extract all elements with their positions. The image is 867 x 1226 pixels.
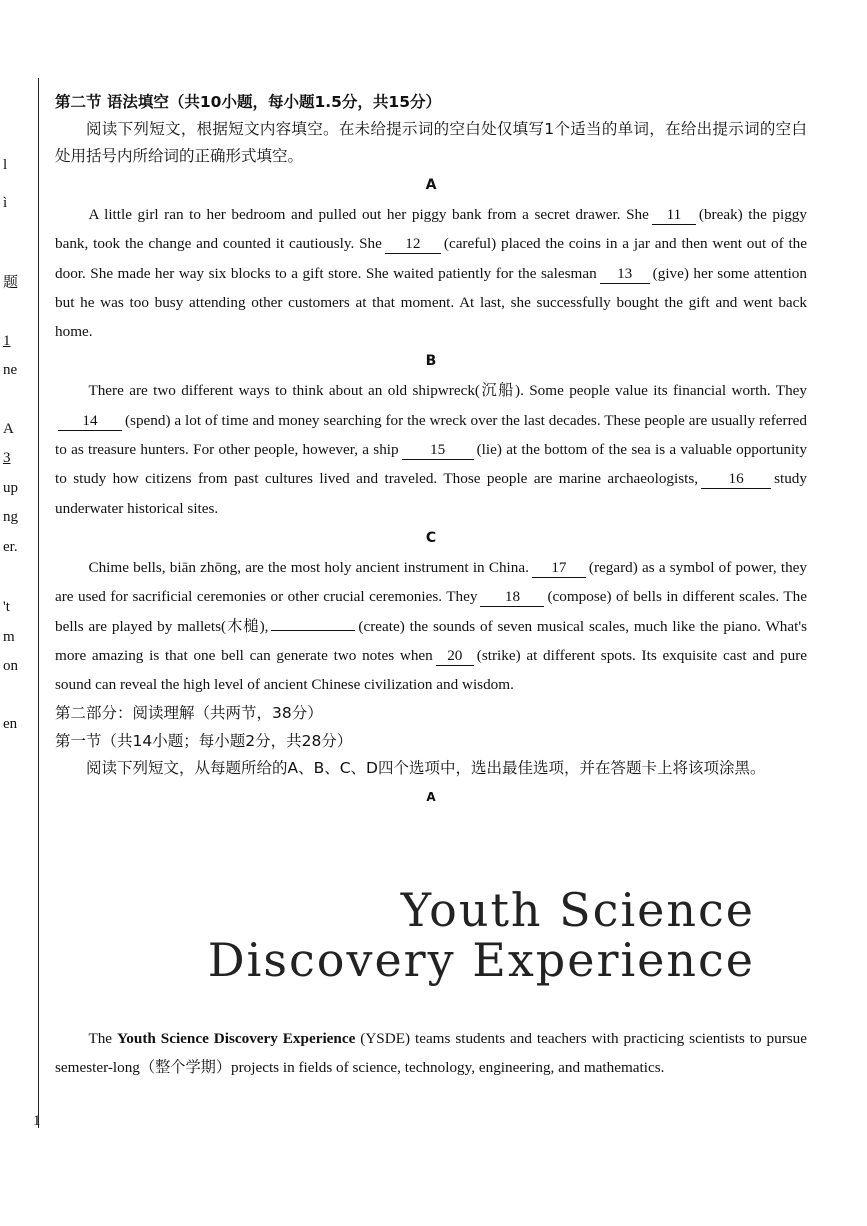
blank-20: 20	[436, 647, 474, 666]
intro-program-name: Youth Science Discovery Experience	[117, 1030, 356, 1047]
intro-text: The	[88, 1030, 113, 1047]
banner-line-2: Discovery Experience	[207, 933, 755, 987]
passage-text: (regard) as a symbol of power, they are used for sacrificial ceremonies or other crucial ceremonies. They	[55, 558, 808, 606]
ysde-intro	[55, 1024, 807, 1083]
page-number: 1	[33, 1113, 41, 1129]
blank-12: 12	[385, 235, 441, 254]
passage-c	[55, 553, 807, 699]
passage-text: There are two different ways to think about an old shipwreck(沉船). Some people value its financial worth. They	[88, 382, 807, 400]
blank-17: 17	[532, 559, 586, 578]
margin-fragment: 3	[3, 450, 11, 466]
part2-passage-label: A	[426, 790, 436, 805]
passage-text: (give) her some attention but he was too busy attending other customers at that moment. At last, she successfully bought the gift and went back home.	[55, 264, 807, 341]
blank-19	[271, 630, 355, 631]
blank-11: 11	[652, 206, 696, 225]
blank-18: 18	[480, 588, 544, 607]
ysde-banner	[150, 885, 790, 985]
passage-text: A little girl ran to her bedroom and pulled out her piggy bank from a secret drawer. She	[88, 206, 649, 223]
passage-a-label: A	[425, 177, 437, 193]
margin-fragment: ng	[3, 509, 18, 525]
passage-text: study underwater historical sites.	[55, 470, 807, 517]
margin-fragment: A	[3, 421, 14, 437]
blank-13: 13	[600, 265, 650, 284]
margin-fragment: up	[3, 480, 18, 496]
passage-a	[55, 200, 807, 346]
passage-b-label: B	[425, 353, 437, 370]
margin-fragment: er.	[3, 539, 18, 555]
blank-14: 14	[58, 412, 122, 431]
passage-text: (careful) placed the coins in a jar and then went out of the door. She made her way six blocks to a gift store. She waited patiently for the salesman	[55, 235, 807, 282]
blank-16: 16	[701, 470, 771, 489]
margin-fragment: 1	[3, 333, 11, 349]
margin-fragment: 't	[3, 599, 10, 615]
margin-fragment: m	[3, 629, 15, 645]
passage-text: (compose) of bells in different scales. The bells are played by mallets(木槌),	[55, 588, 807, 635]
passage-text: (lie) at the bottom of the sea is a valuable opportunity to study how citizens from past cultures lived and traveled. Those people are marine archaeologists,	[55, 441, 807, 488]
passage-b	[55, 376, 807, 522]
passage-text: (spend) a lot of time and money searching for the wreck over the last decades. These people are usually referred to as treasure hunters. For other people, however, a ship	[55, 411, 807, 459]
margin-fragment: l	[3, 157, 8, 173]
part2-heading: 第二部分：阅读理解（共两节，38分）	[55, 704, 323, 723]
passage-text: (break) the piggy bank, took the change and counted it cautiously. She	[55, 206, 807, 253]
margin-fragment: ì	[3, 195, 8, 211]
margin-line	[38, 78, 39, 1128]
banner-line-1: Youth Science	[400, 883, 755, 937]
exam-content	[55, 88, 807, 812]
section2-instruction: 阅读下列短文，根据短文内容填空。在未给提示词的空白处仅填写1个适当的单词，在给出提示词的空白处用括号内所给词的正确形式填空。	[55, 120, 807, 165]
intro-text: (YSDE) teams students and teachers with practicing scientists to pursue semester-long（整个学期）projects in fields of science, technology, engineering, and mathematics.	[55, 1030, 808, 1077]
part2-instruction: 阅读下列短文，从每题所给的A、B、C、D四个选项中，选出最佳选项，并在答题卡上将该项涂黑。	[86, 759, 766, 778]
section2-heading: 第二节 语法填空（共10小题，每小题1.5分，共15分）	[55, 93, 441, 111]
part2-subheading: 第一节（共14小题；每小题2分，共28分）	[55, 732, 353, 751]
margin-fragment: on	[3, 658, 18, 674]
margin-fragment: 题	[3, 275, 19, 291]
passage-text: (create) the sounds of seven musical scales, much like the piano. What's more amazing is that one bell can generate two notes when	[55, 617, 807, 664]
blank-15: 15	[402, 441, 474, 460]
passage-c-label: C	[425, 529, 437, 546]
margin-fragment: en	[3, 716, 18, 732]
margin-fragment: ne	[3, 362, 18, 378]
passage-text: (strike) at different spots. Its exquisite cast and pure sound can reveal the high level of ancient Chinese civilization and wisdom.	[55, 646, 807, 694]
passage-text: Chime bells, biān zhōng, are the most holy ancient instrument in China.	[88, 558, 529, 576]
intro-paragraph	[55, 1024, 807, 1083]
